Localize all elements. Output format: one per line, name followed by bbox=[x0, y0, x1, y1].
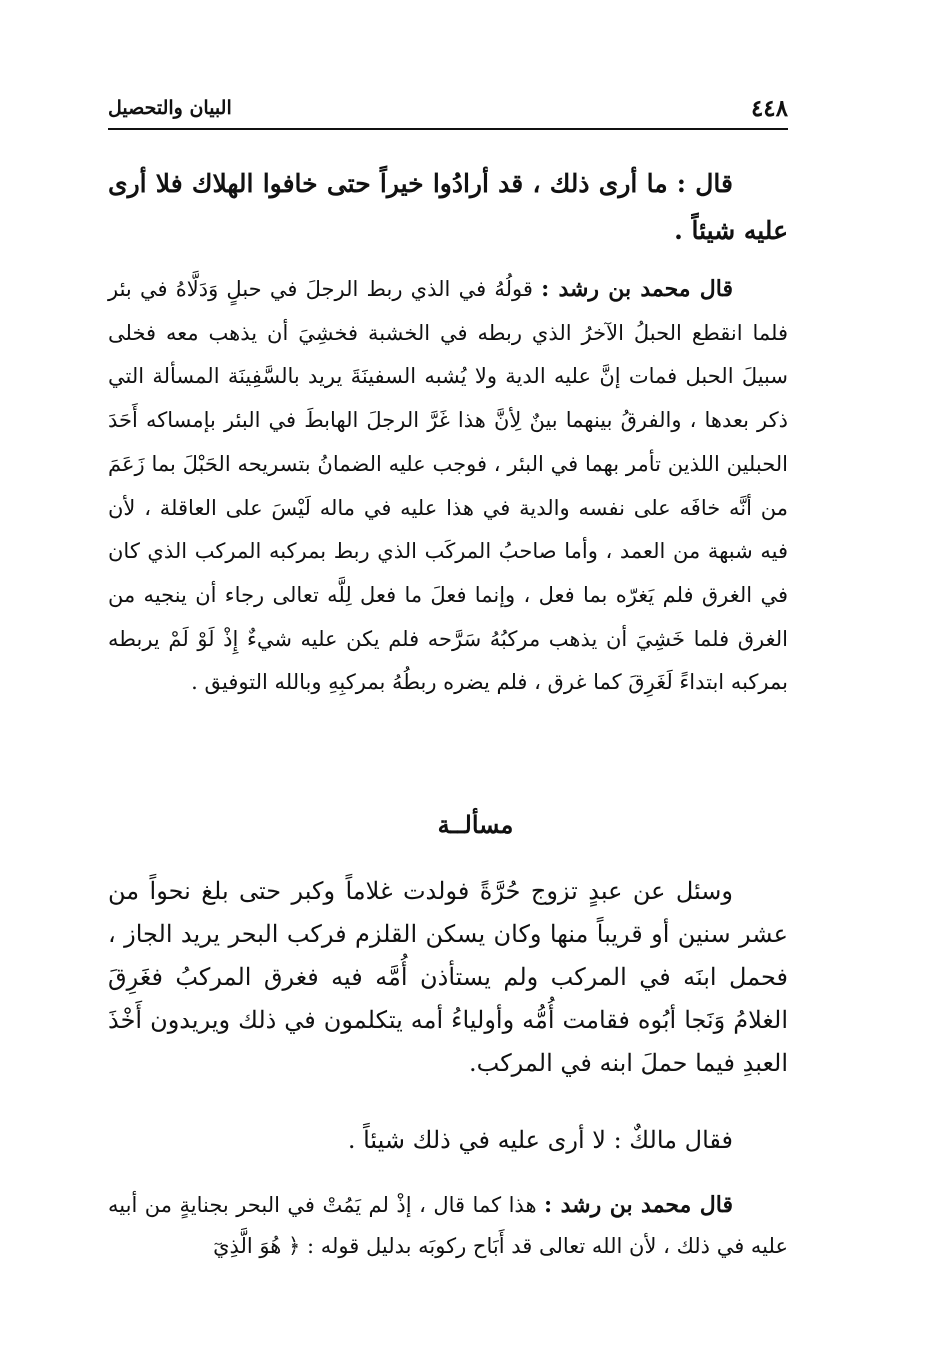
commentary-paragraph-1 bbox=[108, 268, 788, 705]
answer-paragraph-2 bbox=[108, 1120, 788, 1160]
answer-text: قال : ما أرى ذلك ، قد أرادُوا خيراً حتى خافوا الهلاك فلا أرى عليه شيئاً . bbox=[108, 169, 788, 245]
page-header bbox=[108, 88, 788, 130]
commentary-body: قولُهُ في الذي ربط الرجلَ في حبلٍ وَدَلَّاهُ في بئر فلما انقطع الحبلُ الآخرُ الذي ربطه في الخشبة فخشِيَ أن يذهب معه فخلى سبيلَ الحبل فمات إنَّ عليه الدية ولا يُشبه السفينَةَ يريد بالسَّفِينَة المسألة التي ذكر بعدها ، والفرقُ بينهما بينٌ لِأنَّ هذا غَرَّ الرجلَ الهابطَ في البئر بإمساكه أَحَدَ الحبلين اللذين تأمر بهما في البئر ، فوجب عليه الضمانُ بتسريحه الحَبْلَ بما زَعَمَ من أنَّه خافَه على نفسه والدية في هذا عليه في ماله لَيْسَ على العاقلة ، لأن فيه شبهة من العمد ، وأما صاحبُ المركَب الذي ربط بمركبه المركب الذي كان في الغرق فلم يَغرّه بما فعل ، وإنما فعلَ ما فعل لِلَّه تعالى رجاء أن ينجيه من الغرق فلما خَشِيَ أن يذهب مركبُهُ سَرَّحه فلم يكن عليه شيءٌ إِذْ لَوْ لَمْ يربطه بمركبه ابتداءً لَغَرِقَ كما غرق ، فلم يضره ربطُهُ بمركبِهِ وبالله التوفيق . bbox=[108, 277, 788, 695]
commentary-paragraph-2 bbox=[108, 1185, 788, 1267]
page-number: ٤٤٨ bbox=[750, 94, 788, 122]
question-paragraph bbox=[108, 870, 788, 1085]
commentary-lead: قال محمد بن رشد : bbox=[541, 276, 733, 302]
commentary-text-2 bbox=[108, 1185, 788, 1267]
answer-paragraph-1 bbox=[108, 160, 788, 254]
commentary-body-2: هذا كما قال ، إذْ لم يَمُتْ في البحر بجنايةٍ من أبيه عليه في ذلك ، لأن الله تعالى قد أَبَاح ركوبَه بدليل قوله : ﴿ هُوَ الَّذِيٓ bbox=[108, 1193, 788, 1258]
book-title: البيان والتحصيل bbox=[108, 97, 232, 119]
commentary-lead-2: قال محمد بن رشد : bbox=[544, 1192, 733, 1218]
commentary-text bbox=[108, 268, 788, 705]
answer-text-2: فقال مالكٌ : لا أرى عليه في ذلك شيئاً . bbox=[347, 1126, 733, 1154]
question-text: وسئل عن عبدٍ تزوج حُرَّةً فولدت غلاماً وكبر حتى بلغ نحواً من عشر سنين أو قريباً منها وكان يسكن القلزم فركب البحر يريد الجاز ، فحمل ابنَه في المركب ولم يستأذن أُمَّه فيه فغرق المركبُ فغَرِقَ الغلامُ وَنَجا أبُوه فقامت أُمُّه وأولياءُ أمه يتكلمون في ذلك ويريدون أَخْذَ العبدِ فيما حملَ ابنه في المركب. bbox=[108, 877, 788, 1077]
section-heading: مسألــة bbox=[437, 810, 514, 839]
